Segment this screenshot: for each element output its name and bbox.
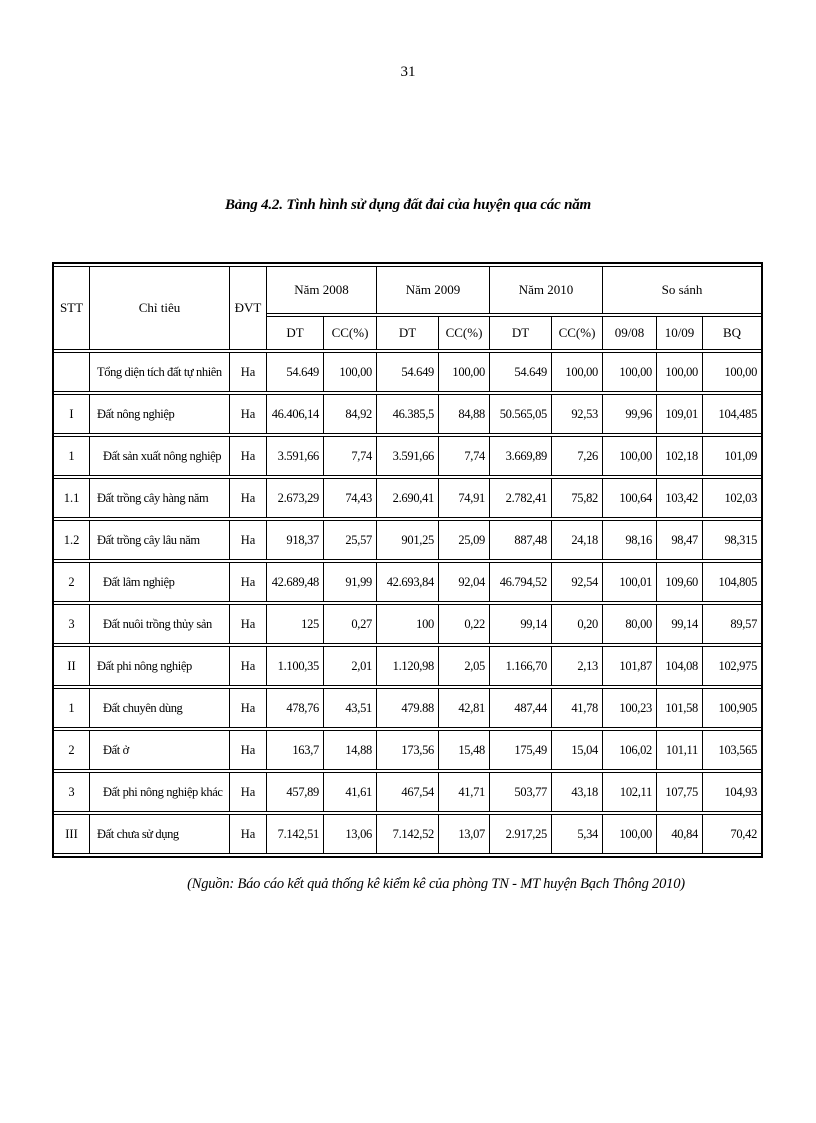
cell-value: 42.689,48: [267, 562, 324, 602]
cell-value: 74,43: [324, 478, 377, 518]
cell-value: 2.782,41: [490, 478, 552, 518]
header-nam-2008: Năm 2008: [267, 266, 377, 314]
cell-value: 487,44: [490, 688, 552, 728]
header-group-row: [54, 266, 761, 314]
cell-chi-tieu: Đất trồng cây hàng năm: [90, 478, 230, 518]
cell-value: 99,14: [490, 604, 552, 644]
cell-value: 41,61: [324, 772, 377, 812]
cell-value: 41,71: [439, 772, 490, 812]
cell-chi-tieu: Đất nuôi trồng thủy sản: [90, 604, 230, 644]
cell-stt: 2: [54, 562, 90, 602]
cell-chi-tieu: Đất chuyên dùng: [90, 688, 230, 728]
table-row: [54, 730, 761, 770]
cell-value: 54.649: [267, 352, 324, 392]
cell-value: 887,48: [490, 520, 552, 560]
cell-value: 40,84: [657, 814, 703, 854]
cell-value: 1.166,70: [490, 646, 552, 686]
cell-stt: II: [54, 646, 90, 686]
cell-value: 3.591,66: [267, 436, 324, 476]
land-use-table: [52, 262, 763, 858]
cell-value: 100,00: [552, 352, 603, 392]
table-row: [54, 562, 761, 602]
cell-value: 175,49: [490, 730, 552, 770]
cell-value: 54.649: [377, 352, 439, 392]
cell-value: 457,89: [267, 772, 324, 812]
cell-value: 0,27: [324, 604, 377, 644]
cell-value: 107,75: [657, 772, 703, 812]
cell-dvt: Ha: [230, 604, 267, 644]
cell-value: 46.794,52: [490, 562, 552, 602]
cell-value: 100,00: [603, 436, 657, 476]
cell-value: 7,26: [552, 436, 603, 476]
cell-chi-tieu: Đất sản xuất nông nghiệp: [90, 436, 230, 476]
cell-value: 467,54: [377, 772, 439, 812]
page-number: 31: [400, 64, 416, 80]
cell-value: 100,00: [324, 352, 377, 392]
cell-value: 104,93: [703, 772, 761, 812]
cell-value: 1.120,98: [377, 646, 439, 686]
cell-value: 101,58: [657, 688, 703, 728]
cell-value: 102,11: [603, 772, 657, 812]
cell-value: 479.88: [377, 688, 439, 728]
table-row: [54, 478, 761, 518]
cell-stt: 1: [54, 688, 90, 728]
cell-value: 2.690,41: [377, 478, 439, 518]
cell-dvt: Ha: [230, 814, 267, 854]
cell-chi-tieu: Tổng diện tích đất tự nhiên: [90, 352, 230, 392]
table-title: Bảng 4.2. Tình hình sử dụng đất đai của huyện qua các năm: [224, 197, 591, 213]
cell-value: 106,02: [603, 730, 657, 770]
cell-value: 100,00: [703, 352, 761, 392]
cell-value: 2,05: [439, 646, 490, 686]
cell-value: 24,18: [552, 520, 603, 560]
cell-value: 103,565: [703, 730, 761, 770]
cell-value: 104,805: [703, 562, 761, 602]
cell-value: 92,53: [552, 394, 603, 434]
table-row: [54, 688, 761, 728]
header-bq: BQ: [703, 316, 761, 350]
cell-value: 99,14: [657, 604, 703, 644]
cell-value: 2,01: [324, 646, 377, 686]
cell-value: 46.406,14: [267, 394, 324, 434]
cell-value: 50.565,05: [490, 394, 552, 434]
header-nam-2009: Năm 2009: [377, 266, 490, 314]
cell-value: 14,88: [324, 730, 377, 770]
cell-value: 92,54: [552, 562, 603, 602]
cell-value: 901,25: [377, 520, 439, 560]
table-row: [54, 394, 761, 434]
cell-dvt: Ha: [230, 730, 267, 770]
header-so-sanh: So sánh: [603, 266, 761, 314]
cell-value: 75,82: [552, 478, 603, 518]
cell-value: 102,03: [703, 478, 761, 518]
cell-value: 84,92: [324, 394, 377, 434]
cell-chi-tieu: Đất lâm nghiệp: [90, 562, 230, 602]
cell-value: 125: [267, 604, 324, 644]
cell-value: 163,7: [267, 730, 324, 770]
cell-value: 99,96: [603, 394, 657, 434]
cell-value: 100: [377, 604, 439, 644]
cell-chi-tieu: Đất chưa sử dụng: [90, 814, 230, 854]
cell-value: 98,47: [657, 520, 703, 560]
cell-value: 109,60: [657, 562, 703, 602]
table-row: [54, 814, 761, 854]
header-0908: 09/08: [603, 316, 657, 350]
cell-dvt: Ha: [230, 520, 267, 560]
cell-value: 91,99: [324, 562, 377, 602]
cell-value: 2,13: [552, 646, 603, 686]
cell-value: 102,975: [703, 646, 761, 686]
table-row: [54, 604, 761, 644]
table-body: [54, 352, 761, 854]
cell-value: 109,01: [657, 394, 703, 434]
header-nam-2010: Năm 2010: [490, 266, 603, 314]
cell-value: 98,315: [703, 520, 761, 560]
cell-value: 100,01: [603, 562, 657, 602]
cell-dvt: Ha: [230, 562, 267, 602]
cell-stt: 1.2: [54, 520, 90, 560]
table-row: [54, 436, 761, 476]
cell-value: 25,09: [439, 520, 490, 560]
cell-dvt: Ha: [230, 646, 267, 686]
cell-chi-tieu: Đất ở: [90, 730, 230, 770]
cell-value: 54.649: [490, 352, 552, 392]
cell-value: 1.100,35: [267, 646, 324, 686]
cell-value: 92,04: [439, 562, 490, 602]
cell-value: 0,20: [552, 604, 603, 644]
cell-value: 89,57: [703, 604, 761, 644]
cell-stt: III: [54, 814, 90, 854]
cell-value: 3.591,66: [377, 436, 439, 476]
table-row: [54, 646, 761, 686]
cell-value: 100,00: [603, 352, 657, 392]
cell-value: 503,77: [490, 772, 552, 812]
cell-value: 100,00: [603, 814, 657, 854]
cell-value: 0,22: [439, 604, 490, 644]
table-row: [54, 352, 761, 392]
cell-value: 100,00: [439, 352, 490, 392]
cell-value: 102,18: [657, 436, 703, 476]
cell-dvt: Ha: [230, 436, 267, 476]
cell-stt: 1.1: [54, 478, 90, 518]
cell-stt: I: [54, 394, 90, 434]
header-dvt: ĐVT: [230, 266, 267, 350]
cell-value: 7,74: [324, 436, 377, 476]
cell-dvt: Ha: [230, 352, 267, 392]
header-stt: STT: [54, 266, 90, 350]
source-note: (Nguồn: Báo cáo kết quả thống kê kiểm kê của phòng TN - MT huyện Bạch Thông 2010): [187, 876, 685, 892]
header-cc-2009: CC(%): [439, 316, 490, 350]
cell-stt: [54, 352, 90, 392]
header-cc-2008: CC(%): [324, 316, 377, 350]
cell-value: 98,16: [603, 520, 657, 560]
cell-dvt: Ha: [230, 394, 267, 434]
cell-value: 84,88: [439, 394, 490, 434]
cell-value: 25,57: [324, 520, 377, 560]
cell-stt: 1: [54, 436, 90, 476]
cell-value: 43,18: [552, 772, 603, 812]
cell-value: 104,485: [703, 394, 761, 434]
cell-value: 7.142,52: [377, 814, 439, 854]
cell-stt: 2: [54, 730, 90, 770]
cell-value: 42,81: [439, 688, 490, 728]
cell-chi-tieu: Đất phi nông nghiệp khác: [90, 772, 230, 812]
cell-value: 74,91: [439, 478, 490, 518]
cell-value: 2.673,29: [267, 478, 324, 518]
cell-value: 70,42: [703, 814, 761, 854]
table-row: [54, 772, 761, 812]
header-cc-2010: CC(%): [552, 316, 603, 350]
cell-dvt: Ha: [230, 772, 267, 812]
table-header: [54, 266, 761, 350]
header-chi-tieu: Chỉ tiêu: [90, 266, 230, 350]
cell-value: 13,07: [439, 814, 490, 854]
cell-value: 43,51: [324, 688, 377, 728]
cell-value: 918,37: [267, 520, 324, 560]
cell-stt: 3: [54, 772, 90, 812]
cell-chi-tieu: Đất nông nghiệp: [90, 394, 230, 434]
cell-value: 2.917,25: [490, 814, 552, 854]
cell-value: 478,76: [267, 688, 324, 728]
header-dt-2009: DT: [377, 316, 439, 350]
cell-value: 100,23: [603, 688, 657, 728]
cell-value: 7,74: [439, 436, 490, 476]
cell-chi-tieu: Đất phi nông nghiệp: [90, 646, 230, 686]
cell-value: 5,34: [552, 814, 603, 854]
header-dt-2008: DT: [267, 316, 324, 350]
cell-value: 100,00: [657, 352, 703, 392]
cell-value: 7.142,51: [267, 814, 324, 854]
cell-dvt: Ha: [230, 688, 267, 728]
cell-dvt: Ha: [230, 478, 267, 518]
cell-value: 41,78: [552, 688, 603, 728]
cell-value: 3.669,89: [490, 436, 552, 476]
cell-value: 103,42: [657, 478, 703, 518]
cell-value: 101,09: [703, 436, 761, 476]
cell-value: 13,06: [324, 814, 377, 854]
cell-value: 104,08: [657, 646, 703, 686]
header-dt-2010: DT: [490, 316, 552, 350]
cell-stt: 3: [54, 604, 90, 644]
cell-chi-tieu: Đất trồng cây lâu năm: [90, 520, 230, 560]
cell-value: 15,48: [439, 730, 490, 770]
cell-value: 46.385,5: [377, 394, 439, 434]
cell-value: 100,905: [703, 688, 761, 728]
cell-value: 80,00: [603, 604, 657, 644]
cell-value: 173,56: [377, 730, 439, 770]
cell-value: 100,64: [603, 478, 657, 518]
table-row: [54, 520, 761, 560]
cell-value: 15,04: [552, 730, 603, 770]
cell-value: 101,11: [657, 730, 703, 770]
cell-value: 101,87: [603, 646, 657, 686]
cell-value: 42.693,84: [377, 562, 439, 602]
header-1009: 10/09: [657, 316, 703, 350]
